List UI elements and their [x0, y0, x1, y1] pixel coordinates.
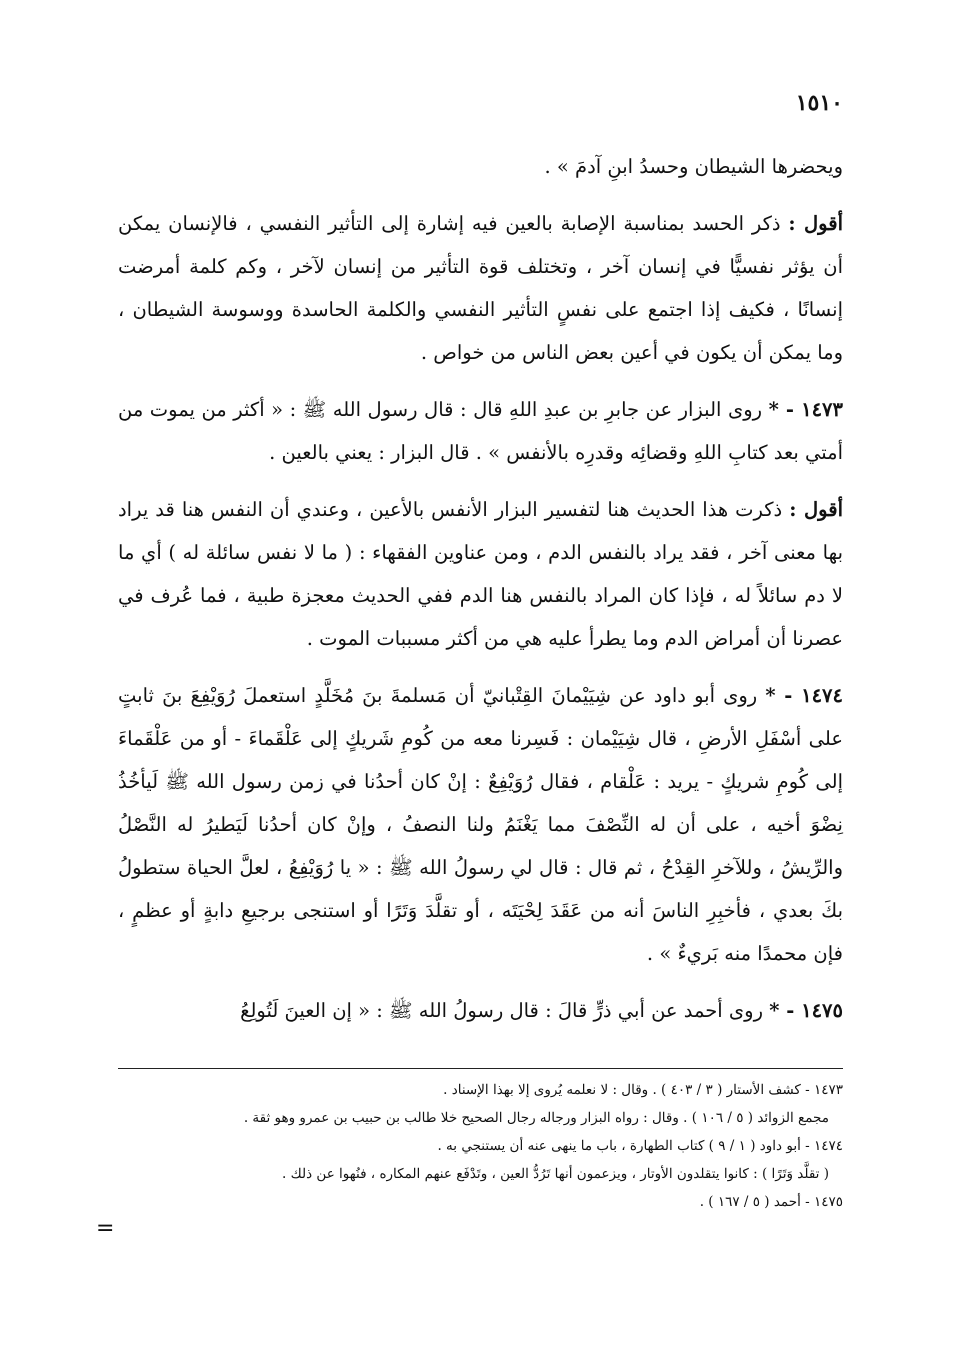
- commentary-body: ذكرت هذا الحديث هنا لتفسير البزار الأنفس بالأعين ، وعندي أن النفس هنا قد يراد بها معنى آخر ، فقد يراد بالنفس الدم ، ومن عناوين الفقهاء : ( ما لا نفس سائلة له ) أي ما لا دم سائلاً له ، فإذا كان المراد بالنفس هنا الدم ففي الحديث معجزة طبية ، فما عُرف في عصرنا أن أمراض الدم وما يطرأ عليه هي من أكثر مسببات الموت .: [118, 498, 843, 650]
- hadith-text: روى أحمد عن أبي ذرٍّ قالَ : قال رسولُ الله ﷺ : « إن العينَ لَتُولِعُ: [240, 999, 770, 1022]
- hadith-number: ١٤٧٣ - *: [768, 398, 843, 421]
- hadith-1474: [118, 674, 843, 975]
- commentary-lead: أقول :: [788, 212, 843, 235]
- footnote-1473: ١٤٧٣ - كشف الأستار ( ٣ / ٤٠٣ ) . وقال : لا نعلمه يُروى إلا بهذا الإسناد .: [443, 1082, 843, 1098]
- main-text: [118, 145, 843, 1032]
- hadith-1475: [118, 989, 843, 1032]
- hadith-text: روى أبو داود عن شِيَيْمانَ القِتْبانيّ أن مَسلمةَ بنَ مُخَلَّدٍ استعملَ رُوَيْفِعَ بنَ ثابتٍ على أسْفَلِ الأرضِ ، قال شِيَيْمان : فَسِرنا معه من كُومِ شَريكٍ إلى عَلْقَماءَ - أو من عَلْقَماءَ إلى كُومِ شريكٍ - يريد : عَلْقام ، فقال رُوَيْفِعٌ : إنْ كان أحدُنا في زمن رسول الله ﷺ لَيأخُذُ نِضْوَ أخيه ، على أن له النِّصْفَ مما يَغْنَمُ ولنا النصفُ ، وإنْ كان أحدُنا لَيَطيرُ له النَّصْلُ والرِّيشُ ، وللآخرِ القِدْحُ ، ثم قال : قال لي رسولُ الله ﷺ : « يا رُوَيْفِعُ ، لعلَّ الحياة ستطولُ بكَ بعدي ، فأخبِرِ الناسَ أنه من عَقَدَ لِحْيَتَه ، أو تقلَّدَ وَتَرًا أو استنجى برجيعِ دابةٍ أو عظمٍ ، فإن محمدًا منه بَريءٌ » .: [118, 684, 843, 965]
- footnote-1473-second: مجمع الزوائد ( ٥ / ١٠٦ ) . وقال : رواه البزار ورجاله رجال الصحيح خلا طالب بن حبيب بن عمرو وهو ثقة .: [243, 1110, 829, 1126]
- commentary-lead: أقول :: [789, 498, 843, 521]
- hadith-number: ١٤٧٥ - *: [769, 999, 843, 1022]
- footnote-1475: ١٤٧٥ - أحمد ( ٥ / ١٦٧ ) .: [699, 1194, 843, 1210]
- footnote-1474-gloss: ( تقلَّد وَتَرًا ) : كانوا يتقلدون الأوتار ، ويزعمون أنها تَرُدُّ العين ، وتَدْفَع عنهم المكاره ، فنُهوا عن ذلك .: [282, 1166, 829, 1182]
- hadith-number: ١٤٧٤ - *: [765, 684, 843, 707]
- footnote-1474: ١٤٧٤ - أبو داود ( ١ / ٩ ) كتاب الطهارة ، باب ما ينهى عنه أن يستنجي به .: [437, 1138, 843, 1154]
- page-number: ١٥١٠: [795, 90, 843, 116]
- margin-mark: =: [96, 1216, 115, 1241]
- commentary-paragraph-1: [118, 202, 843, 374]
- footnotes: [118, 1076, 843, 1216]
- commentary-body: ذكر الحسد بمناسبة الإصابة بالعين فيه إشارة إلى التأثير النفسي ، فالإنسان يمكن أن يؤثر نفسيًّا في إنسان آخر ، وتختلف قوة التأثير من إنسان لآخر ، وكم كلمة أمرضت إنسانًا ، فكيف إذا اجتمع على نفسٍ التأثير النفسي والكلمة الحاسدة ووسوسة الشيطان ، وما يمكن أن يكون في أعين بعض الناس من خواص .: [118, 212, 843, 364]
- hadith-1473: [118, 388, 843, 474]
- footnote-divider: [118, 1068, 843, 1069]
- hadith-text: روى البزار عن جابرِ بن عبدِ اللهِ قال : قال رسول الله ﷺ : « أكثر من يموت من أمتي بعد كتابِ اللهِ وقضائِه وقدرِه بالأنفس » . قال البزار : يعني بالعين .: [118, 398, 843, 464]
- commentary-paragraph-2: [118, 488, 843, 660]
- paragraph-continuation: ويحضرها الشيطان وحسدُ ابنِ آدمَ » .: [544, 155, 843, 178]
